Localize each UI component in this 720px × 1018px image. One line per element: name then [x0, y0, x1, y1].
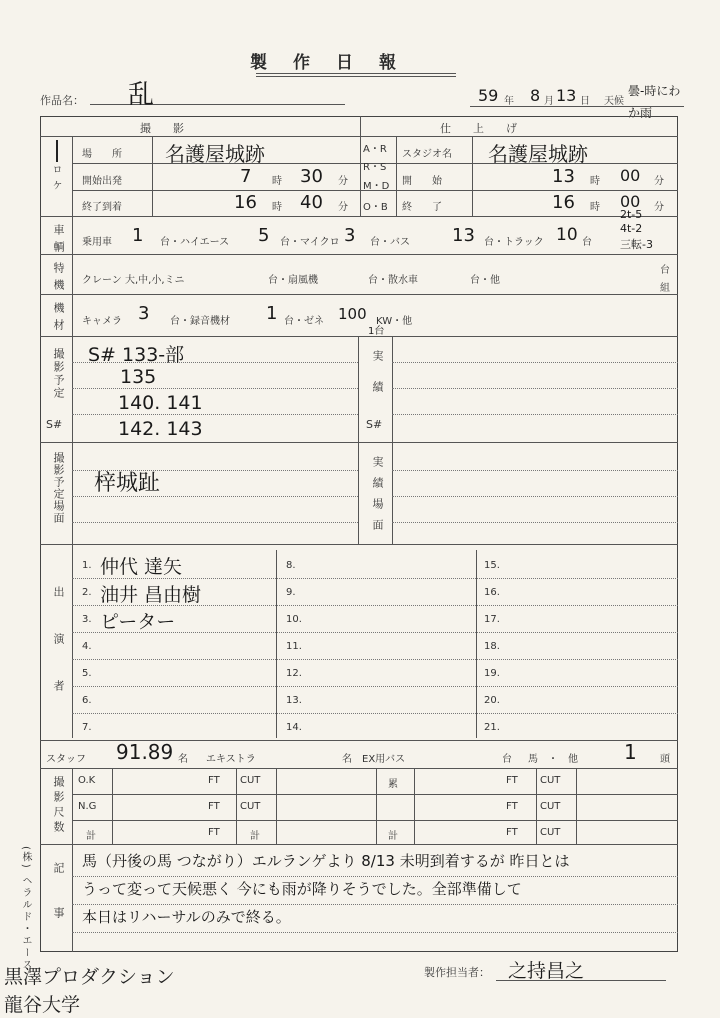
- staff-unit: 名: [178, 754, 188, 765]
- gen-label: 台・ゼネ: [284, 316, 324, 327]
- schedule-line-3: 140. 141: [118, 392, 203, 414]
- col-line: [236, 768, 237, 844]
- depart-min-unit: 分: [338, 176, 348, 187]
- ft-label: FT: [208, 775, 220, 786]
- cast-num: 3.: [82, 614, 92, 625]
- col-line: [360, 116, 361, 216]
- manager-label: 製作担当者：: [424, 966, 490, 979]
- col-line: [396, 136, 397, 216]
- special-label: 特機: [52, 262, 65, 296]
- col-line: [276, 768, 277, 844]
- micro-label: 台・マイクロ: [280, 237, 340, 248]
- cast-label: 出演者: [52, 586, 65, 727]
- sum-label: 累: [388, 779, 398, 790]
- row-line: [72, 820, 678, 821]
- row-line: [72, 794, 678, 795]
- end-hour: 16: [552, 192, 575, 213]
- actual-s-label: S#: [366, 418, 383, 431]
- film-row-ng: N.G: [78, 801, 97, 812]
- col-line: [72, 136, 73, 216]
- cut-label: CUT: [540, 775, 561, 786]
- watermark-production: 黒澤プロダクション: [4, 966, 175, 988]
- col-line: [392, 336, 393, 544]
- camera-value: 3: [138, 303, 150, 324]
- ft-label: FT: [506, 827, 518, 838]
- cast-num: 6.: [82, 695, 92, 706]
- studio-value: 名護屋城跡: [488, 142, 588, 166]
- total-label: 計: [250, 831, 260, 842]
- cast-num: 18.: [484, 641, 500, 652]
- crane-label: クレーン 大,中,小,ミニ: [82, 275, 185, 286]
- col-line: [72, 544, 73, 738]
- arrive-min-unit: 分: [338, 202, 348, 213]
- equipment-label: 機材: [52, 302, 65, 336]
- work-label: 作品名：: [40, 94, 84, 107]
- manager-value: 之持昌之: [508, 960, 585, 982]
- col-line: [472, 136, 473, 216]
- title-underline-2: [256, 76, 456, 77]
- end-min: 00: [620, 192, 641, 211]
- cast-name: ピーター: [100, 611, 176, 633]
- dotted-line: [392, 388, 678, 389]
- car-label: 乗用車: [82, 237, 112, 248]
- row-line: [40, 544, 678, 545]
- truck-note-3: 三転-3: [620, 238, 653, 251]
- horse-label: 馬 ・ 他: [528, 754, 578, 765]
- location-marker: [56, 140, 66, 162]
- cast-num: 9.: [286, 587, 296, 598]
- arrive-min: 40: [300, 192, 323, 213]
- arrive-label: 終了到着: [82, 202, 122, 213]
- cast-num: 10.: [286, 614, 302, 625]
- film-row-ok: O.K: [78, 775, 96, 786]
- dotted-line: [392, 496, 678, 497]
- arrive-hour: 16: [234, 192, 257, 213]
- dotted-line: [72, 876, 678, 877]
- vehicles-label: 車輌: [52, 224, 65, 258]
- depart-hour-unit: 時: [272, 176, 282, 187]
- ft-label: FT: [208, 827, 220, 838]
- camera-label: キャメラ: [82, 316, 122, 327]
- schedule-line-1: S# 133-部: [88, 344, 185, 366]
- truck-value: 10: [556, 225, 578, 245]
- dotted-line: [392, 470, 678, 471]
- date-day: 13: [556, 86, 577, 105]
- place-label: 場 所: [82, 149, 122, 160]
- film-label: 撮影尺数: [52, 776, 65, 836]
- cast-num: 12.: [286, 668, 302, 679]
- dotted-line: [392, 414, 678, 415]
- dotted-line: [72, 388, 358, 389]
- ft-label: FT: [208, 801, 220, 812]
- cut-label: CUT: [540, 801, 561, 812]
- truck-note-1: 2t-5: [620, 208, 643, 221]
- row-line: [40, 136, 678, 137]
- col-line: [414, 768, 415, 844]
- shoot-header: 撮 影: [140, 122, 184, 135]
- row-line: [40, 336, 678, 337]
- cast-num: 19.: [484, 668, 500, 679]
- page-title: 製作日報: [250, 53, 422, 73]
- cast-num: 5.: [82, 668, 92, 679]
- ex-bus-unit: 台: [502, 754, 512, 765]
- special-other-label: 台・他: [470, 275, 500, 286]
- date-day-suffix: 日: [580, 96, 590, 107]
- recorder-label: 台・録音機材: [170, 316, 230, 327]
- dotted-line: [72, 522, 358, 523]
- truck-label: 台・トラック: [484, 237, 544, 248]
- dotted-line: [72, 904, 678, 905]
- date-year-suffix: 年: [504, 96, 514, 107]
- horse-value: 1: [624, 740, 637, 764]
- truck-suffix: 台: [582, 237, 592, 248]
- scene-actual-label: 実績場面: [371, 456, 384, 540]
- work-value: 乱: [128, 80, 155, 110]
- cast-num: 8.: [286, 560, 296, 571]
- scene-value: 梓城趾: [94, 471, 161, 496]
- dotted-line: [72, 932, 678, 933]
- cast-num: 1.: [82, 560, 92, 571]
- note-line-3: 本日はリハーサルのみで終る。: [82, 908, 291, 926]
- col-line: [72, 216, 73, 544]
- start-label: 開 始: [402, 176, 442, 187]
- note-line-1: 馬（丹後の馬 つながり）エルランゲより 8/13 未明到着するが 昨日とは: [82, 852, 570, 870]
- rain-label: 台・散水車: [368, 275, 418, 286]
- schedule-s-label: S#: [46, 418, 63, 431]
- depart-hour: 7: [240, 166, 252, 187]
- dotted-line: [72, 414, 358, 415]
- col-line: [72, 768, 73, 844]
- title-underline: [256, 73, 456, 74]
- col-line: [358, 336, 359, 544]
- ft-label: FT: [506, 775, 518, 786]
- row-line: [40, 844, 678, 845]
- end-label: 終 了: [402, 202, 442, 213]
- row-line: [40, 216, 678, 217]
- gen-unit: KW・他: [376, 316, 413, 327]
- arrive-hour-unit: 時: [272, 202, 282, 213]
- dotted-line: [392, 522, 678, 523]
- row-line: [40, 294, 678, 295]
- bus-label: 台・バス: [370, 237, 410, 248]
- dotted-line: [392, 362, 678, 363]
- film-row-total: 計: [86, 831, 96, 842]
- cut-label: CUT: [540, 827, 561, 838]
- fan-label: 台・扇風機: [268, 275, 318, 286]
- col-line: [72, 844, 73, 952]
- start-min: 00: [620, 166, 641, 185]
- hiace-label: 台・ハイエース: [160, 237, 230, 248]
- cast-num: 14.: [286, 722, 302, 733]
- date-month-suffix: 月: [544, 96, 554, 107]
- weather-value: 曇-時にわか雨: [628, 84, 681, 120]
- col-line: [376, 768, 377, 844]
- code-ar: A・R: [363, 144, 387, 155]
- cast-num: 16.: [484, 587, 500, 598]
- extra-label: エキストラ: [206, 754, 256, 765]
- cast-num: 4.: [82, 641, 92, 652]
- hiace-value: 5: [258, 225, 270, 246]
- sum-total-label: 計: [388, 831, 398, 842]
- row-line: [40, 768, 678, 769]
- studio-label: スタジオ名: [402, 149, 452, 160]
- cast-name: 油井 昌由樹: [100, 584, 202, 606]
- staff-label: スタッフ: [46, 754, 86, 765]
- cut-label: CUT: [240, 775, 261, 786]
- cast-num: 11.: [286, 641, 302, 652]
- col-line: [112, 768, 113, 844]
- cast-num: 17.: [484, 614, 500, 625]
- recorder-value: 1: [266, 303, 278, 324]
- gen-note: 1台: [368, 326, 385, 337]
- micro-value: 3: [344, 225, 356, 246]
- notes-label: 記事: [52, 862, 65, 952]
- finish-header: 仕 上 げ: [440, 122, 517, 135]
- location-side-label: ロケ: [50, 164, 61, 196]
- ex-bus-label: EX用バス: [362, 754, 406, 765]
- cast-num: 7.: [82, 722, 92, 733]
- schedule-label: 撮影予定: [52, 348, 65, 400]
- place-value: 名護屋城跡: [165, 142, 265, 166]
- schedule-line-2: 135: [120, 366, 157, 388]
- row-line: [40, 254, 678, 255]
- end-min-unit: 分: [654, 202, 664, 213]
- extra-unit: 名: [342, 754, 352, 765]
- truck-note-2: 4t-2: [620, 222, 643, 235]
- dotted-line: [72, 659, 678, 660]
- actual-label: 実績: [371, 350, 384, 412]
- cast-num: 20.: [484, 695, 500, 706]
- staff-value: 91.89: [116, 740, 174, 764]
- col-line: [536, 768, 537, 844]
- date-month: 8: [530, 86, 541, 105]
- note-line-2: うって変って天候悪く 今にも雨が降りそうでした。全部準備して: [82, 880, 522, 898]
- code-ob: O・B: [363, 202, 388, 213]
- company-side-label: (株) ヘラルド・エース: [20, 846, 31, 971]
- cast-num: 21.: [484, 722, 500, 733]
- horse-unit: 頭: [660, 754, 670, 765]
- start-hour: 13: [552, 166, 575, 187]
- col-line: [152, 136, 153, 216]
- watermark-university: 龍谷大学: [4, 994, 81, 1016]
- weather-label: 天候: [604, 96, 624, 107]
- start-min-unit: 分: [654, 176, 664, 187]
- depart-label: 開始出発: [82, 176, 122, 187]
- code-rs: R・S: [363, 162, 387, 173]
- cut-label: CUT: [240, 801, 261, 812]
- date-year: 59: [478, 86, 499, 105]
- scene-label: 撮影予定場面: [52, 452, 65, 524]
- bus-value: 13: [452, 225, 475, 246]
- schedule-line-4: 142. 143: [118, 418, 203, 440]
- dotted-line: [72, 686, 678, 687]
- depart-min: 30: [300, 166, 323, 187]
- cast-num: 2.: [82, 587, 92, 598]
- row-line: [40, 442, 678, 443]
- car-value: 1: [132, 225, 144, 246]
- cast-num: 15.: [484, 560, 500, 571]
- ft-label: FT: [506, 801, 518, 812]
- cast-num: 13.: [286, 695, 302, 706]
- dotted-line: [72, 713, 678, 714]
- gen-value: 100: [338, 305, 367, 323]
- code-md: M・D: [363, 181, 390, 192]
- end-hour-unit: 時: [590, 202, 600, 213]
- special-unit: 台組: [660, 265, 670, 294]
- col-line: [576, 768, 577, 844]
- cast-name: 仲代 達矢: [100, 556, 183, 578]
- start-hour-unit: 時: [590, 176, 600, 187]
